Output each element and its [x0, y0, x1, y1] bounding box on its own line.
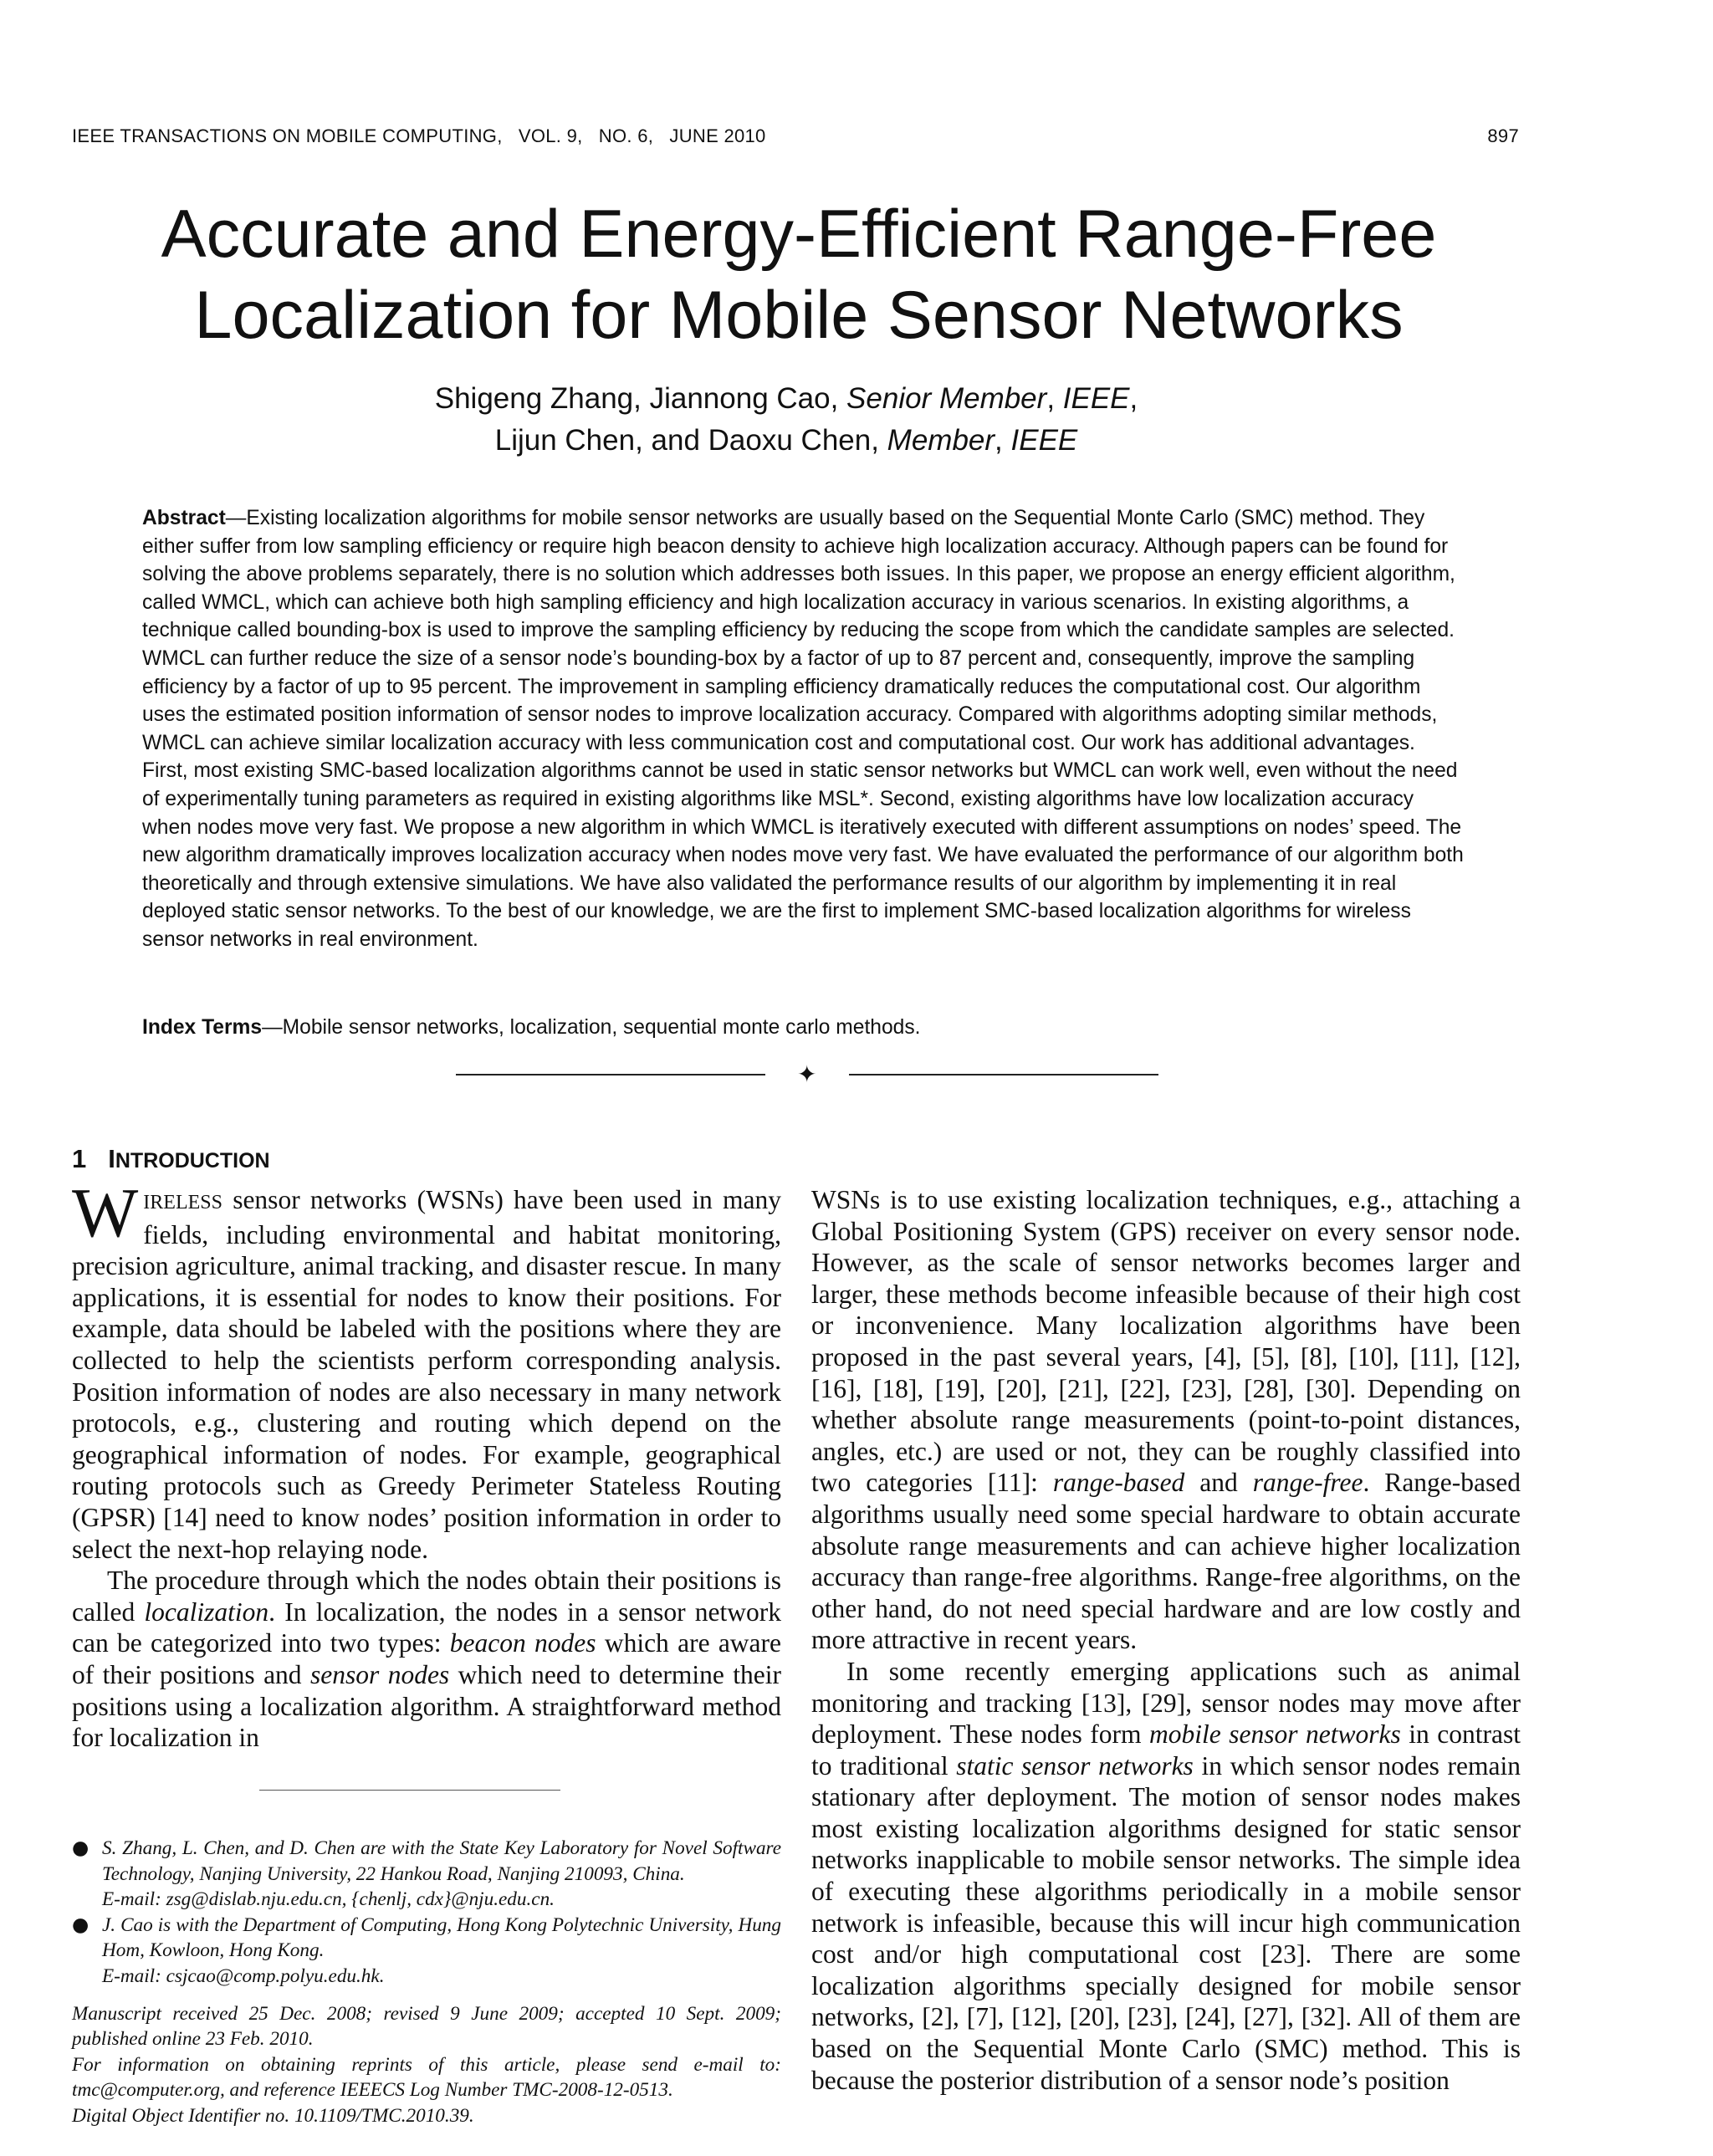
section-title-initial: I — [108, 1144, 115, 1173]
r1-segment-a: WSNs is to use existing localization techniques, e.g., attaching a Global Positioning System (GPS) receiver on every sensor node. However, as the scale of sensor networks becomes larger and larger, these methods become infeasible because of their high cost or inconvenience. Many localization algorithms have been proposed in the past several years, [4], [5], [8], [10], [11], [12], [16], [18], [19], [20], [21], [22], [23], [28], [30]. Depending on whether absolute range measurements (point-to-point distances, angles, etc.) are used or not, they can be roughly classified into two categories [11]: — [811, 1185, 1521, 1498]
authors-line-1-names: Shigeng Zhang, Jiannong Cao, — [434, 382, 847, 415]
paragraph-2 — [72, 1565, 781, 1754]
term-static-sensor-networks: static sensor networks — [956, 1750, 1194, 1780]
p2-segment-b: . In localization, the nodes in a sensor network can be categorized into two types: — [72, 1597, 781, 1658]
authors-line-1-sep: , — [1046, 382, 1063, 415]
authors-line-1-org: IEEE — [1062, 382, 1130, 415]
index-terms-text: —Mobile sensor networks, localization, sequential monte carlo methods. — [262, 1016, 921, 1039]
title-line-2: Localization for Mobile Sensor Networks — [194, 278, 1404, 353]
r2-segment-c: in which sensor nodes remain stationary after deployment. The motion of sensor nodes makes most existing localization algorithms designed for static sensor networks inapplicable to mobile sensor networks. The simple idea of executing these algorithms periodically in a mobile sensor network is infeasible, because this will incur high communication cost and/or high computational cost [23]. There are some localization algorithms specially designed for mobile sensor networks, [2], [7], [12], [20], [23], [24], [27], [32]. All of them are based on the Sequential Monte Carlo (SMC) method. This is because the posterior distribution of a sensor node’s position — [811, 1750, 1521, 2095]
term-sensor-nodes: sensor nodes — [310, 1659, 450, 1689]
r1-segment-c: . Range-based algorithms usually need some special hardware to obtain accurate absolute range measurements and can achieve higher localization accuracy than range-free algorithms. Range-free algorithms, on the other hand, do not need special hardware and are low costly and more attractive in recent years. — [811, 1468, 1521, 1655]
bullet-icon: ● — [72, 1913, 89, 1936]
footnotes — [72, 1836, 781, 2129]
paragraph-1 — [72, 1174, 781, 1565]
index-terms-label: Index Terms — [142, 1016, 263, 1039]
paragraph-1-text: sensor networks (WSNs) have been used in many fields, including environmental and habitat monitoring, precision agriculture, animal tracking, and disaster rescue. In many applications, it is essential for nodes to know their positions. For example, data should be labeled with the positions where they are collected to help the scientists perform corresponding analysis. Position information of nodes are also necessary in many network protocols, e.g., clustering and routing which depend on the geographical information of nodes. For example, geographical routing protocols such as Greedy Perimeter Stateless Routing (GPSR) [14] need to know nodes’ position information in order to select the next-hop relaying node. — [72, 1185, 781, 1564]
footnote-2-email: E-mail: csjcao@comp.polyu.edu.hk. — [102, 1964, 385, 1987]
footnote-1-text: S. Zhang, L. Chen, and D. Chen are with the State Key Laboratory for Novel Software Technology, Nanjing University, 22 Hankou Road, Nanjing 210093, China. — [102, 1837, 781, 1885]
bullet-icon: ● — [72, 1837, 89, 1859]
abstract-label: Abstract — [142, 507, 226, 529]
footnote-rule — [259, 1790, 560, 1791]
r1-segment-b: and — [1184, 1468, 1253, 1498]
authors — [251, 378, 1322, 462]
footnote-affiliation-1 — [72, 1836, 781, 1913]
section-heading — [72, 1144, 270, 1174]
p2-segment-c: which are aware of their positions and — [72, 1628, 782, 1689]
paper-title — [84, 194, 1514, 356]
separator-line-left — [456, 1074, 765, 1075]
reprints-info: For information on obtaining reprints of this article, please send e-mail to: tmc@computer.org, and reference IEEECS Log Number TMC-2008-12-0513. — [72, 2053, 781, 2102]
footnote-2-text: J. Cao is with the Department of Computing, Hong Kong Polytechnic University, Hung Hom, Kowloon, Hong Kong. — [102, 1913, 781, 1962]
authors-line-2-names: Lijun Chen, and Daoxu Chen, — [494, 424, 887, 457]
p2-segment-a: The procedure through which the nodes obtain their positions is called — [72, 1566, 781, 1627]
drop-cap: W — [72, 1174, 139, 1252]
authors-line-2-org: IEEE — [1010, 424, 1078, 457]
term-localization: localization — [144, 1597, 269, 1627]
abstract-text: —Existing localization algorithms for mobile sensor networks are usually based on the Sequential Monte Carlo (SMC) method. They either suffer from low sampling efficiency or require high beacon density to achieve high localization accuracy. Although papers can be found for solving the above problems separately, there is no solution which addresses both issues. In this paper, we propose an energy efficient algorithm, called WMCL, which can achieve both high sampling efficiency and high localization accuracy in various scenarios. In existing algorithms, a technique called bounding-box is used to improve the sampling efficiency by reducing the scope from which the candidate samples are selected. WMCL can further reduce the size of a sensor node’s bounding-box by a factor of up to 87 percent and, consequently, improve the sampling efficiency by a factor of up to 95 percent. The improvement in sampling efficiency dramatically reduces the computational cost. Our algorithm uses the estimated position information of sensor nodes to improve localization accuracy. Compared with algorithms adopting similar methods, WMCL can achieve similar localization accuracy with less communication cost and computational cost. Our work has additional advantages. First, most existing SMC-based localization algorithms cannot be used in static sensor networks but WMCL can work well, even without the need of experimentally tuning parameters as required in existing algorithms like MSL*. Second, existing algorithms have low localization accuracy when nodes move very fast. We propose a new algorithm in which WMCL is iteratively executed with different assumptions on nodes’ speed. The new algorithm dramatically improves localization accuracy when nodes move very fast. We have evaluated the performance of our algorithm both theoretically and through extensive simulations. We have also validated the performance results of our algorithm by implementing it in real deployed static sensor networks. To the best of our knowledge, we are the first to implement SMC-based localization algorithms for wireless sensor networks in real environment. — [142, 507, 1464, 951]
body-column-right — [811, 1184, 1521, 2096]
r2-segment-a: In some recently emerging applications such as animal monitoring and tracking [13], [29], sensor nodes may move after deployment. These nodes form — [811, 1656, 1521, 1750]
authors-line-2-role: Member — [887, 424, 995, 457]
term-beacon-nodes: beacon nodes — [449, 1628, 596, 1658]
paragraph-4 — [811, 1656, 1521, 2096]
term-range-based: range-based — [1052, 1468, 1185, 1498]
small-caps-lead: IRELESS — [143, 1192, 222, 1213]
term-range-free: range-free — [1252, 1468, 1363, 1498]
page-number: 897 — [1487, 125, 1519, 146]
manuscript-dates: Manuscript received 25 Dec. 2008; revised 9 June 2009; accepted 10 Sept. 2009; published online 23 Feb. 2010. — [72, 2002, 781, 2051]
abstract — [142, 504, 1464, 954]
section-separator — [456, 1062, 1158, 1087]
p2-segment-d: which need to determine their positions using a localization algorithm. A straightforward method for localization in — [72, 1659, 782, 1753]
index-terms — [142, 1014, 1464, 1042]
r2-segment-b: in contrast to traditional — [811, 1719, 1521, 1780]
doi: Digital Object Identifier no. 10.1109/TMC.2010.39. — [72, 2104, 474, 2127]
footnote-affiliation-2 — [72, 1913, 781, 1990]
journal-header: IEEE TRANSACTIONS ON MOBILE COMPUTING, VOL. 9, NO. 6, JUNE 2010 — [72, 125, 766, 146]
paragraph-3 — [811, 1184, 1521, 1656]
footnote-1-email: E-mail: zsg@dislab.nju.edu.cn, {chenlj, cdx}@nju.edu.cn. — [102, 1888, 555, 1911]
section-title-rest: NTRODUCTION — [115, 1149, 270, 1173]
authors-line-1-end: , — [1129, 382, 1138, 415]
separator-diamond-icon: ✦ — [797, 1060, 817, 1088]
authors-line-1-role: Senior Member — [846, 382, 1047, 415]
section-number: 1 — [72, 1144, 87, 1173]
body-column-left — [72, 1174, 782, 1754]
separator-line-right — [849, 1074, 1158, 1075]
authors-line-2-sep: , — [995, 424, 1011, 457]
term-mobile-sensor-networks: mobile sensor networks — [1149, 1719, 1401, 1750]
title-line-1: Accurate and Energy-Efficient Range-Free — [161, 197, 1437, 272]
